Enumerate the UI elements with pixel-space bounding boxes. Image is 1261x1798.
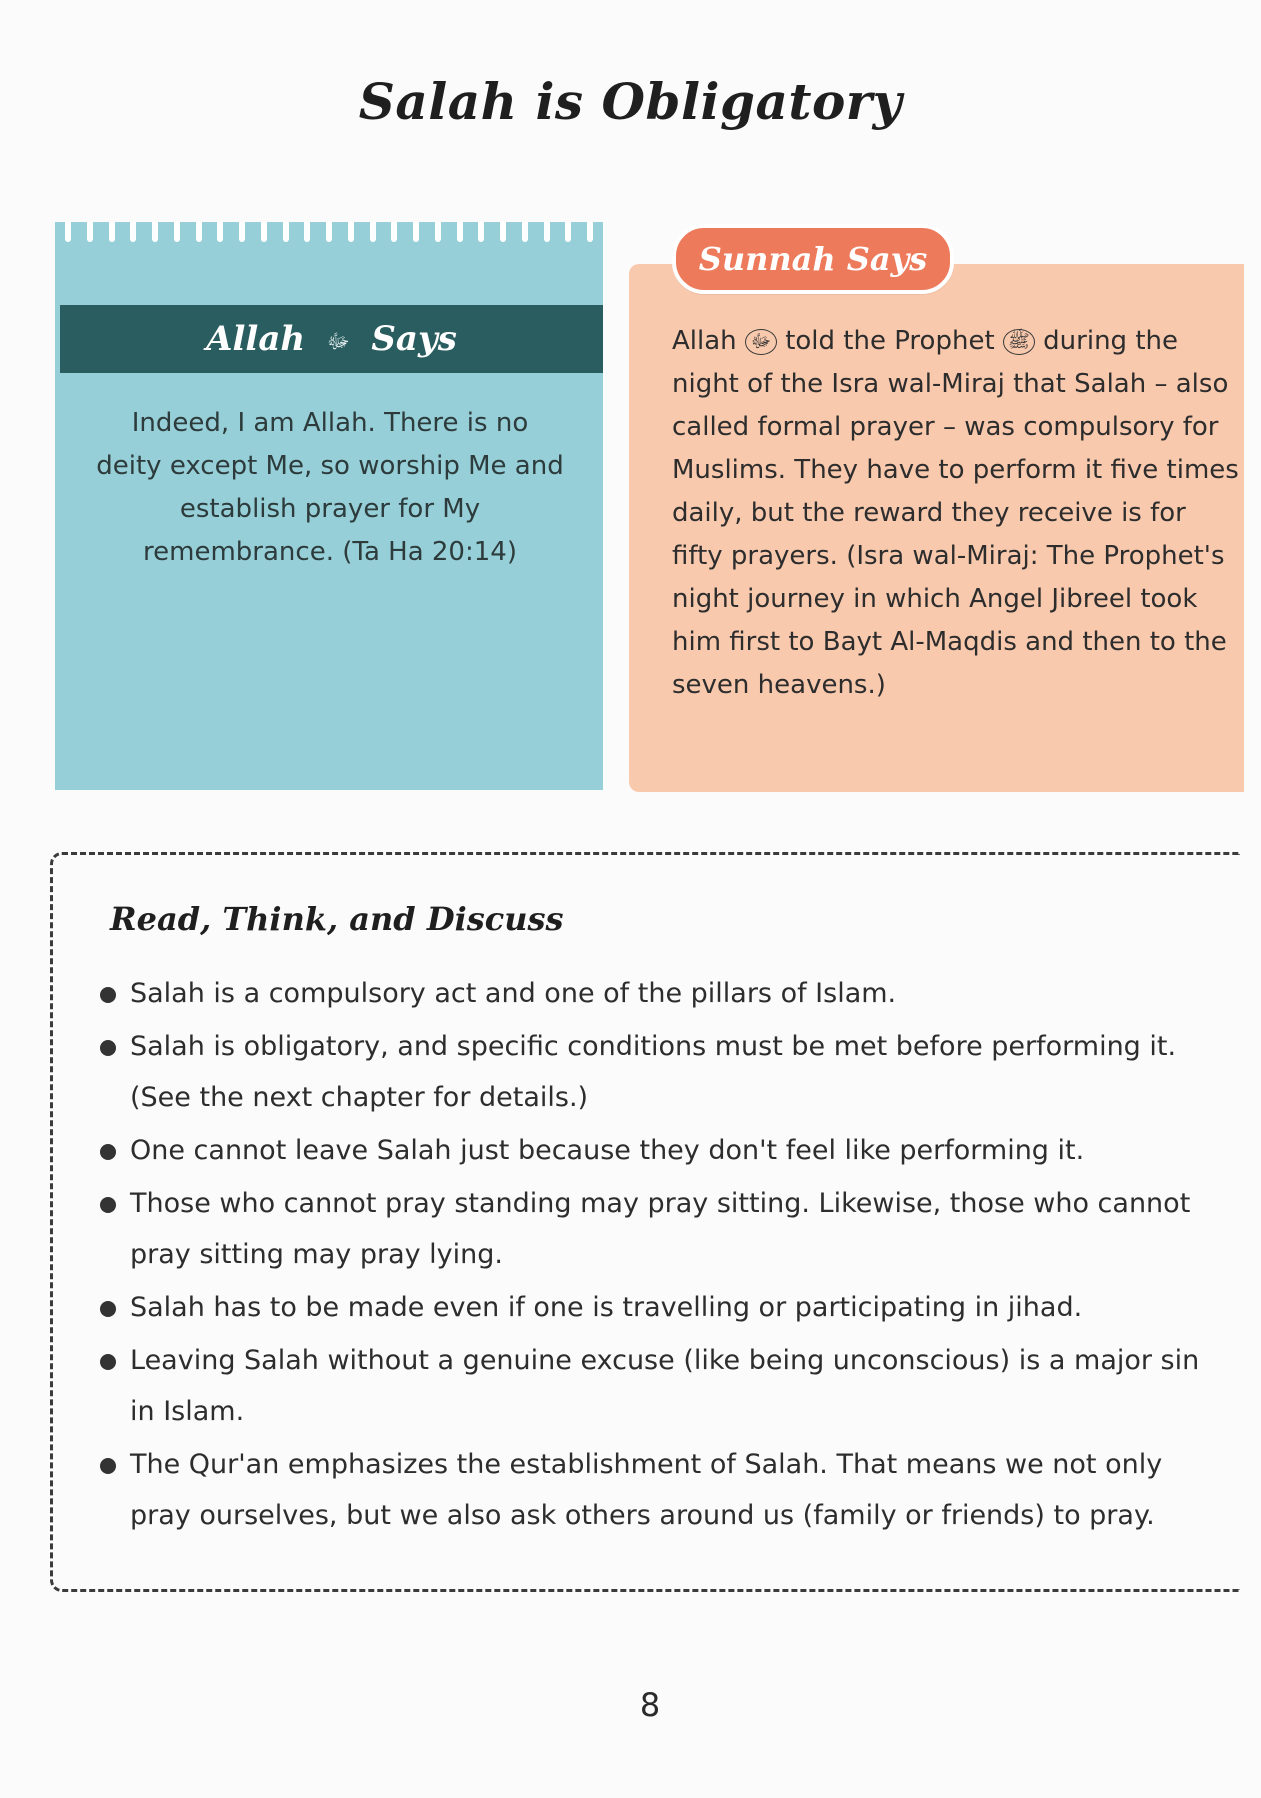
allah-says-heading [60, 305, 603, 373]
list-item: Salah is a compulsory act and one of the pillars of Islam. [95, 968, 1215, 1019]
sunnah-text-part2: told the Prophet [785, 326, 995, 356]
sunnah-text-part3: during the night of the Isra wal-Miraj that Salah – also called formal prayer – was compulsory for Muslims. They have to perform it five times daily, but the reward they receive is for fifty prayers. (Isra wal-Miraj: The Prophet's night journey in which Angel Jibreel took him first to Bayt Al-Maqdis and then to the seven heavens.) [672, 326, 1239, 700]
discuss-list [95, 968, 1215, 1543]
sunnah-says-tab: Sunnah Says [672, 224, 954, 294]
list-item: Leaving Salah without a genuine excuse (like being unconscious) is a major sin in Islam. [95, 1335, 1215, 1437]
page-title: Salah is Obligatory [358, 72, 903, 131]
arabic-honorific-icon: ﷻ [326, 329, 350, 353]
sunnah-says-text [672, 320, 1242, 707]
page-number: 8 [639, 1686, 661, 1724]
list-item: The Qur'an emphasizes the establishment of Salah. That means we not only pray ourselves, but we also ask others around us (family or friends) to pray. [95, 1439, 1215, 1541]
allah-says-quote: Indeed, I am Allah. There is no deity except Me, so worship Me and establish prayer for My remembrance. (Ta Ha 20:14) [96, 408, 564, 567]
list-item: Those who cannot pray standing may pray sitting. Likewise, those who cannot pray sitting may pray lying. [95, 1178, 1215, 1280]
arabic-honorific-icon: ﷻ [745, 329, 777, 355]
list-item: Salah is obligatory, and specific conditions must be met before performing it. (See the next chapter for details.) [95, 1021, 1215, 1123]
allah-heading-right: Says [371, 319, 457, 359]
allah-heading-left: Allah [206, 319, 306, 359]
notepad-binding [65, 222, 593, 248]
sunnah-text-part1: Allah [672, 326, 737, 356]
list-item: One cannot leave Salah just because they don't feel like performing it. [95, 1125, 1215, 1176]
discuss-heading: Read, Think, and Discuss [110, 900, 564, 938]
arabic-honorific-icon: ﷺ [1003, 329, 1035, 355]
allah-says-card [55, 222, 603, 790]
list-item: Salah has to be made even if one is travelling or participating in jihad. [95, 1282, 1215, 1333]
